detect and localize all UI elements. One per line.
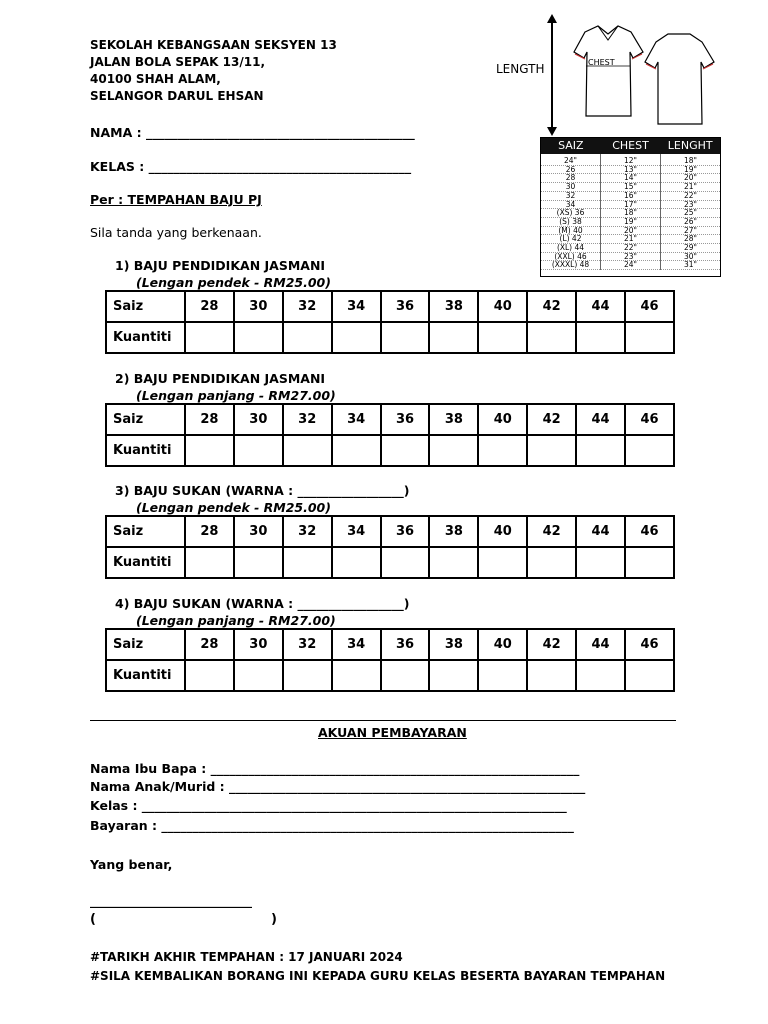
school-address [90, 37, 337, 105]
size-label: Saiz [106, 291, 185, 322]
size-chart-cell: 22" [601, 244, 660, 253]
size-row [106, 291, 674, 322]
quantity-cell-36[interactable] [381, 435, 430, 466]
size-chart-cell: (XL) 44 [541, 244, 600, 253]
size-cell-46: 46 [625, 291, 674, 322]
size-row [106, 404, 674, 435]
quantity-label: Kuantiti [106, 322, 185, 353]
section-1-title: 1) BAJU PENDIDIKAN JASMANI [115, 258, 326, 273]
quantity-cell-34[interactable] [332, 660, 381, 691]
size-chart-header-saiz: SAIZ [558, 139, 584, 152]
size-cell-44: 44 [576, 629, 625, 660]
size-cell-40: 40 [478, 516, 527, 547]
section-2-subtitle: (Lengan panjang - RM27.00) [136, 388, 336, 403]
size-chart-cell: (XXXL) 48 [541, 261, 600, 270]
size-chart-cell: (XXL) 46 [541, 253, 600, 262]
quantity-row [106, 322, 674, 353]
size-chart-cell: 28" [661, 235, 720, 244]
quantity-cell-44[interactable] [576, 547, 625, 578]
quantity-row [106, 435, 674, 466]
size-chart-cell: (XS) 36 [541, 209, 600, 218]
quantity-cell-40[interactable] [478, 322, 527, 353]
size-cell-28: 28 [185, 516, 234, 547]
size-table-3 [105, 515, 675, 579]
size-chart-cell: (M) 40 [541, 227, 600, 236]
address-line-4: SELANGOR DARUL EHSAN [90, 89, 264, 103]
size-chart-header-chest: CHEST [612, 139, 649, 152]
size-chart-cell: 23" [661, 201, 720, 210]
quantity-cell-46[interactable] [625, 547, 674, 578]
quantity-row [106, 547, 674, 578]
nama-field[interactable]: NAMA : ___________________________________________ [90, 125, 415, 140]
size-cell-32: 32 [283, 629, 332, 660]
quantity-cell-40[interactable] [478, 435, 527, 466]
size-chart-cell: 18" [661, 157, 720, 166]
section-3-title: 3) BAJU SUKAN (WARNA : _________________) [115, 483, 410, 498]
size-table-2 [105, 403, 675, 467]
kelas-field[interactable]: KELAS : __________________________________________ [90, 159, 412, 174]
size-cell-36: 36 [381, 516, 430, 547]
quantity-cell-32[interactable] [283, 547, 332, 578]
size-row [106, 516, 674, 547]
deadline-note: #TARIKH AKHIR TEMPAHAN : 17 JANUARI 2024 [90, 950, 403, 964]
quantity-cell-30[interactable] [234, 547, 283, 578]
size-cell-34: 34 [332, 291, 381, 322]
size-chart-cell: 18" [601, 209, 660, 218]
size-chart-cell: 29" [661, 244, 720, 253]
size-chart-cell: 17" [601, 201, 660, 210]
quantity-cell-32[interactable] [283, 322, 332, 353]
size-cell-46: 46 [625, 629, 674, 660]
size-chart-header [541, 138, 720, 154]
quantity-cell-38[interactable] [429, 322, 478, 353]
address-line-1: SEKOLAH KEBANGSAAN SEKSYEN 13 [90, 38, 337, 52]
size-chart-cell: 21" [601, 235, 660, 244]
quantity-cell-36[interactable] [381, 547, 430, 578]
signature-line[interactable]: ___________________________ [90, 894, 252, 908]
size-cell-40: 40 [478, 404, 527, 435]
size-cell-30: 30 [234, 291, 283, 322]
size-cell-38: 38 [429, 516, 478, 547]
quantity-cell-38[interactable] [429, 547, 478, 578]
size-chart-cell: 34 [541, 201, 600, 210]
size-table-1 [105, 290, 675, 354]
size-chart-cell: (S) 38 [541, 218, 600, 227]
quantity-cell-46[interactable] [625, 435, 674, 466]
size-cell-32: 32 [283, 404, 332, 435]
quantity-cell-28[interactable] [185, 435, 234, 466]
size-chart-cell: 16" [601, 192, 660, 201]
quantity-cell-36[interactable] [381, 322, 430, 353]
divider [90, 720, 676, 721]
section-2-title: 2) BAJU PENDIDIKAN JASMANI [115, 371, 326, 386]
quantity-cell-28[interactable] [185, 547, 234, 578]
quantity-cell-28[interactable] [185, 660, 234, 691]
size-label: Saiz [106, 516, 185, 547]
size-chart-cell: 30 [541, 183, 600, 192]
quantity-row [106, 660, 674, 691]
quantity-cell-38[interactable] [429, 435, 478, 466]
paren-close: ) [271, 912, 277, 927]
size-cell-28: 28 [185, 291, 234, 322]
size-chart-col-saiz [541, 154, 601, 270]
size-cell-38: 38 [429, 291, 478, 322]
quantity-label: Kuantiti [106, 660, 185, 691]
size-label: Saiz [106, 629, 185, 660]
section-4-subtitle: (Lengan panjang - RM27.00) [136, 613, 336, 628]
size-chart-cell: 24" [541, 157, 600, 166]
size-cell-44: 44 [576, 404, 625, 435]
size-cell-34: 34 [332, 404, 381, 435]
paren-open: ( [90, 912, 96, 927]
size-cell-34: 34 [332, 629, 381, 660]
size-chart-cell: 13" [601, 166, 660, 175]
child-name-field[interactable]: Nama Anak/Murid : _________________________________________________________ [90, 779, 586, 794]
size-cell-38: 38 [429, 404, 478, 435]
size-row [106, 629, 674, 660]
per-title: Per : TEMPAHAN BAJU PJ [90, 192, 262, 207]
quantity-cell-40[interactable] [478, 660, 527, 691]
size-cell-42: 42 [527, 516, 576, 547]
quantity-cell-28[interactable] [185, 322, 234, 353]
length-label: LENGTH [496, 62, 545, 76]
bayaran-field[interactable]: Bayaran : __________________________________________________________________ [90, 818, 574, 833]
quantity-label: Kuantiti [106, 547, 185, 578]
size-chart-cell: 31" [661, 261, 720, 270]
size-chart-cell: 22" [661, 192, 720, 201]
quantity-cell-30[interactable] [234, 435, 283, 466]
size-chart-cell: 19" [601, 218, 660, 227]
size-cell-36: 36 [381, 291, 430, 322]
return-note: #SILA KEMBALIKAN BORANG INI KEPADA GURU KELAS BESERTA BAYARAN TEMPAHAN [90, 969, 666, 983]
size-cell-28: 28 [185, 404, 234, 435]
size-chart-cell: 14" [601, 174, 660, 183]
quantity-cell-42[interactable] [527, 322, 576, 353]
quantity-cell-34[interactable] [332, 322, 381, 353]
quantity-cell-30[interactable] [234, 660, 283, 691]
size-cell-30: 30 [234, 629, 283, 660]
payment-title: AKUAN PEMBAYARAN [318, 725, 467, 740]
size-chart-col-length [661, 154, 720, 270]
size-chart-cell: 19" [661, 166, 720, 175]
quantity-cell-46[interactable] [625, 322, 674, 353]
address-line-3: 40100 SHAH ALAM, [90, 72, 221, 86]
payment-kelas-field[interactable]: Kelas : ____________________________________________________________________ [90, 798, 567, 813]
size-cell-42: 42 [527, 629, 576, 660]
size-chart-cell: 28 [541, 174, 600, 183]
size-chart-cell: 15" [601, 183, 660, 192]
section-3-subtitle: (Lengan pendek - RM25.00) [136, 500, 331, 515]
quantity-cell-42[interactable] [527, 435, 576, 466]
size-cell-30: 30 [234, 404, 283, 435]
size-chart-cell: 24" [601, 261, 660, 270]
section-4-title: 4) BAJU SUKAN (WARNA : _________________) [115, 596, 410, 611]
size-chart-cell: 27" [661, 227, 720, 236]
quantity-cell-32[interactable] [283, 435, 332, 466]
size-cell-42: 42 [527, 291, 576, 322]
quantity-label: Kuantiti [106, 435, 185, 466]
size-chart-cell: 20" [661, 174, 720, 183]
size-cell-36: 36 [381, 629, 430, 660]
size-chart-cell: 12" [601, 157, 660, 166]
size-chart-header-length: LENGHT [667, 139, 713, 152]
size-cell-28: 28 [185, 629, 234, 660]
size-table-4 [105, 628, 675, 692]
size-chart-cell: 26 [541, 166, 600, 175]
size-chart-cell: 30" [661, 253, 720, 262]
size-cell-40: 40 [478, 629, 527, 660]
quantity-cell-46[interactable] [625, 660, 674, 691]
size-cell-38: 38 [429, 629, 478, 660]
chest-label: CHEST [588, 58, 615, 67]
size-cell-32: 32 [283, 291, 332, 322]
size-chart-cell: 26" [661, 218, 720, 227]
quantity-cell-42[interactable] [527, 660, 576, 691]
size-cell-46: 46 [625, 516, 674, 547]
size-chart-cell: 32 [541, 192, 600, 201]
size-cell-34: 34 [332, 516, 381, 547]
quantity-cell-44[interactable] [576, 435, 625, 466]
section-1-subtitle: (Lengan pendek - RM25.00) [136, 275, 331, 290]
size-chart-cell: 25" [661, 209, 720, 218]
address-line-2: JALAN BOLA SEPAK 13/11, [90, 55, 266, 69]
quantity-cell-34[interactable] [332, 435, 381, 466]
size-cell-36: 36 [381, 404, 430, 435]
closing-text: Yang benar, [90, 857, 173, 872]
shirt-illustration [490, 14, 730, 138]
quantity-cell-44[interactable] [576, 660, 625, 691]
size-cell-32: 32 [283, 516, 332, 547]
size-cell-40: 40 [478, 291, 527, 322]
quantity-cell-32[interactable] [283, 660, 332, 691]
quantity-cell-34[interactable] [332, 547, 381, 578]
size-cell-44: 44 [576, 516, 625, 547]
size-chart-cell: (L) 42 [541, 235, 600, 244]
size-chart-col-chest [601, 154, 661, 270]
size-cell-44: 44 [576, 291, 625, 322]
instruction-text: Sila tanda yang berkenaan. [90, 225, 262, 240]
quantity-cell-38[interactable] [429, 660, 478, 691]
size-cell-30: 30 [234, 516, 283, 547]
size-cell-42: 42 [527, 404, 576, 435]
size-label: Saiz [106, 404, 185, 435]
size-cell-46: 46 [625, 404, 674, 435]
size-chart-cell: 20" [601, 227, 660, 236]
parent-name-field[interactable]: Nama Ibu Bapa : ___________________________________________________________ [90, 761, 580, 776]
size-chart-cell: 23" [601, 253, 660, 262]
size-chart-cell: 21" [661, 183, 720, 192]
quantity-cell-40[interactable] [478, 547, 527, 578]
quantity-cell-36[interactable] [381, 660, 430, 691]
quantity-cell-30[interactable] [234, 322, 283, 353]
quantity-cell-44[interactable] [576, 322, 625, 353]
quantity-cell-42[interactable] [527, 547, 576, 578]
size-chart [540, 137, 721, 277]
